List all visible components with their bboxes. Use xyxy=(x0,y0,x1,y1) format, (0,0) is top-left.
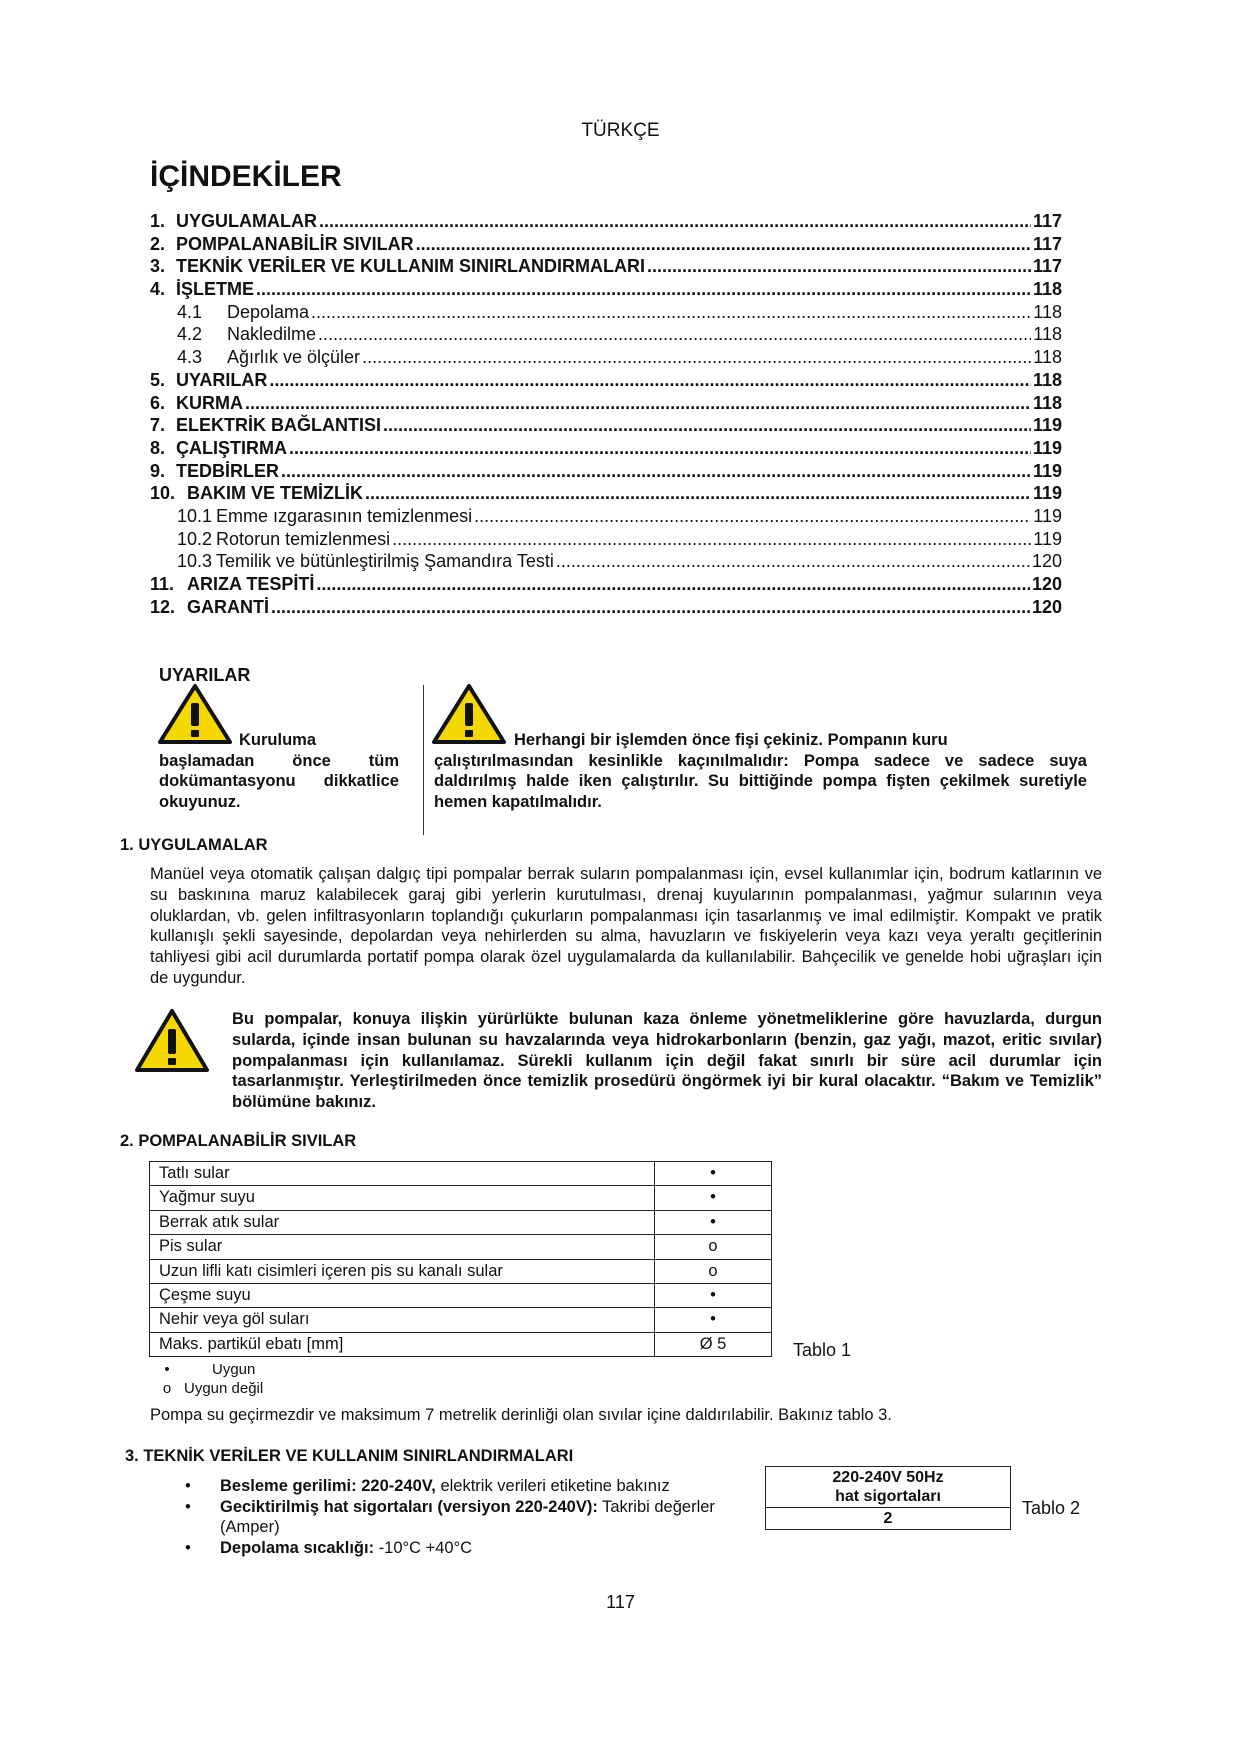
toc-dot-leader xyxy=(271,596,1030,619)
toc-entry-number: 5. xyxy=(150,369,166,390)
toc-entry-number: 6. xyxy=(150,392,166,413)
toc-entry-number: 7. xyxy=(150,415,166,436)
toc-dot-leader xyxy=(365,482,1031,505)
suitability-mark: o xyxy=(655,1259,772,1283)
toc-dot-leader xyxy=(269,369,1031,392)
list-item xyxy=(185,1538,755,1559)
legend-item xyxy=(150,1360,263,1379)
fuse-table-header-line1: 220-240V 50Hz xyxy=(832,1469,944,1486)
list-item xyxy=(185,1476,755,1497)
liquid-name: Pis sular xyxy=(150,1235,655,1259)
toc-entry[interactable] xyxy=(150,392,1062,415)
toc-entry-label: ÇALIŞTIRMA xyxy=(176,437,287,458)
fuse-table-header xyxy=(766,1467,1011,1508)
suitability-mark: • xyxy=(655,1210,772,1234)
toc-entry-page: 119 xyxy=(1033,505,1062,526)
suitability-mark: o xyxy=(655,1235,772,1259)
table-row xyxy=(150,1162,772,1186)
toc-entry-label: UYGULAMALAR xyxy=(176,211,317,231)
toc-entry-label: Rotorun temizlenmesi xyxy=(216,528,391,549)
warning-right-lead: Herhangi bir işlemden önce fişi çekiniz. Pompanın kuru xyxy=(514,731,948,749)
fuse-table-value: 2 xyxy=(766,1508,1011,1530)
toc-entry-page: 119 xyxy=(1032,483,1062,504)
toc-dot-leader xyxy=(245,392,1031,415)
legend-item xyxy=(150,1379,263,1398)
legend-symbol: o xyxy=(162,1380,172,1397)
warnings-divider xyxy=(423,685,424,835)
toc-dot-leader xyxy=(416,233,1031,256)
table-row xyxy=(150,1259,772,1283)
toc-entry-label: KURMA xyxy=(176,392,243,413)
toc-entry[interactable] xyxy=(150,573,1062,596)
toc-entry-label: İŞLETME xyxy=(176,279,255,300)
list-item xyxy=(185,1497,755,1538)
list-item-text: -10°C +40°C xyxy=(374,1538,473,1557)
section3-bullet-list xyxy=(185,1476,755,1558)
toc-entry[interactable] xyxy=(150,323,1062,346)
toc-entry-label: Nakledilme xyxy=(227,324,317,345)
table-row xyxy=(150,1332,772,1356)
warning-triangle-icon xyxy=(134,1008,210,1074)
liquid-name: Tatlı sular xyxy=(150,1162,655,1186)
toc-entry[interactable] xyxy=(150,301,1062,324)
warning-left-text xyxy=(159,730,399,812)
toc-entry-number: 3. xyxy=(150,256,166,277)
toc-entry-label: ARIZA TESPİTİ xyxy=(187,574,315,594)
toc-entry-page: 119 xyxy=(1032,460,1062,481)
toc-entry-number: 2. xyxy=(150,233,166,254)
toc-entry[interactable] xyxy=(150,528,1062,551)
toc-dot-leader xyxy=(289,437,1031,460)
toc-entry-number: 4.3 xyxy=(177,347,203,368)
suitability-mark: Ø 5 xyxy=(655,1332,772,1356)
table-of-contents xyxy=(150,210,1062,618)
suitability-mark: • xyxy=(655,1308,772,1332)
table-row xyxy=(150,1284,772,1308)
toc-entry-number: 11. xyxy=(150,574,175,594)
section2-paragraph: Pompa su geçirmezdir ve maksimum 7 metrelik derinliği olan sıvılar içine daldırılabilir. Bakınız tablo 3. xyxy=(150,1406,892,1424)
toc-entry[interactable] xyxy=(150,550,1062,573)
toc-entry[interactable] xyxy=(150,233,1062,256)
section1-warning-text: Bu pompalar, konuya ilişkin yürürlükte bulunan kaza önleme yönetmeliklerine göre havuzlarda, durgun sularda, içinde insan bulunan su havzalarında veya hidrokarbonların (benzin, gaz yağı, mazot, eritic sıvılar) pompalanması için kullanılamaz. Sürekli kullanım için değil fakat sınırlı bir süre acil durumlar için tasarlanmıştır. Yerleştirilmeden önce temizlik prosedürü öngörmek iyi bir kural olacaktır. “Bakım ve Temizlik” bölümüne bakınız. xyxy=(232,1010,1102,1112)
legend-text: Uygun xyxy=(212,1361,256,1378)
toc-entry-label: ELEKTRİK BAĞLANTISI xyxy=(176,415,381,436)
toc-entry-page: 120 xyxy=(1031,574,1062,594)
toc-entry-number: 9. xyxy=(150,460,166,481)
toc-dot-leader xyxy=(256,278,1031,301)
toc-entry[interactable] xyxy=(150,482,1062,505)
toc-entry-number: 4.2 xyxy=(177,324,203,345)
liquid-name: Yağmur suyu xyxy=(150,1186,655,1210)
toc-entry-label: GARANTİ xyxy=(187,596,269,617)
section2-heading: 2. POMPALANABİLİR SIVILAR xyxy=(120,1132,357,1150)
toc-entry[interactable] xyxy=(150,369,1062,392)
toc-entry-page: 120 xyxy=(1031,596,1062,617)
toc-dot-leader xyxy=(474,505,1031,528)
toc-entry-page: 119 xyxy=(1032,415,1062,436)
toc-dot-leader xyxy=(362,346,1031,369)
toc-entry-page: 117 xyxy=(1032,211,1062,231)
table1-legend xyxy=(150,1360,263,1398)
section1-heading: 1. UYGULAMALAR xyxy=(120,836,268,854)
toc-title: İÇİNDEKİLER xyxy=(150,160,342,193)
toc-entry-number: 8. xyxy=(150,437,166,458)
toc-entry-page: 118 xyxy=(1033,324,1062,345)
toc-entry-label: TEKNİK VERİLER VE KULLANIM SINIRLANDIRMALARI xyxy=(176,256,645,277)
table-row xyxy=(150,1210,772,1234)
list-item-text: Takribi değerler (Amper) xyxy=(220,1497,715,1536)
toc-dot-leader xyxy=(311,301,1031,324)
warning-right-rest: çalıştırılmasından kesinlikle kaçınılmalıdır: Pompa sadece ve sadece suya daldırılmış halde iken çalıştırılır. Su bittiğinde pompa fişten çekilmek suretiyle hemen kapatılmalıdır. xyxy=(434,751,1087,811)
table-row xyxy=(150,1186,772,1210)
toc-entry[interactable] xyxy=(150,255,1062,278)
section1-paragraph: Manüel veya otomatik çalışan dalgıç tipi pompalar berrak suların pompalanması için, evsel kullanımlar için, bodrum katlarının ve su baskınına maruz kalabilecek garaj gibi yerlerin kurutulması, drenaj kuyularının pompalanması, yağmur sularının veya oluklardan, vb. gelen infiltrasyonların toplandığı çukurların pompalanması için tasarlanmış ve imal edilmiştir. Kompakt ve pratik kullanışlı şekli sayesinde, depolardan veya nehirlerden su alma, havuzların ve fıskiyelerin veya kazı veya yeraltı geçitlerinin tahliyesi gibi acil durumlarda portatif pompa olarak özel uygulamalarda da kullanılabilir. Bahçecilik ve genelde hobi uğraşları için de uygundur. xyxy=(150,865,1102,987)
toc-entry[interactable] xyxy=(150,414,1062,437)
toc-entry-number: 1. xyxy=(150,211,166,231)
warning-left-rest: başlamadan önce tüm dokümantasyonu dikkatlice okuyunuz. xyxy=(159,751,399,811)
toc-entry[interactable] xyxy=(150,505,1062,528)
toc-entry[interactable] xyxy=(150,278,1062,301)
liquid-name: Maks. partikül ebatı [mm] xyxy=(150,1332,655,1356)
toc-entry[interactable] xyxy=(150,437,1062,460)
toc-entry-label: Ağırlık ve ölçüler xyxy=(227,347,361,368)
toc-entry-label: BAKIM VE TEMİZLİK xyxy=(187,483,363,504)
toc-entry[interactable] xyxy=(150,460,1062,483)
toc-entry[interactable] xyxy=(150,596,1062,619)
toc-entry-label: Depolama xyxy=(227,301,310,322)
liquid-name: Berrak atık sular xyxy=(150,1210,655,1234)
list-item-bold: Geciktirilmiş hat sigortaları (versiyon 220-240V): xyxy=(220,1497,598,1516)
toc-entry-number: 10. xyxy=(150,483,176,504)
suitability-mark: • xyxy=(655,1162,772,1186)
toc-entry-number: 4. xyxy=(150,279,166,300)
suitability-mark: • xyxy=(655,1284,772,1308)
toc-dot-leader xyxy=(647,255,1031,278)
toc-entry-label: Temilik ve bütünleştirilmiş Şamandıra Testi xyxy=(216,551,554,572)
liquid-name: Çeşme suyu xyxy=(150,1284,655,1308)
section3-heading: 3. TEKNİK VERİLER VE KULLANIM SINIRLANDIRMALARI xyxy=(125,1447,574,1465)
table-row xyxy=(150,1308,772,1332)
fuse-table xyxy=(765,1466,1011,1530)
toc-entry-page: 118 xyxy=(1032,369,1062,390)
toc-dot-leader xyxy=(281,460,1031,483)
toc-entry-number: 10.3 xyxy=(177,551,213,572)
toc-dot-leader xyxy=(556,550,1030,573)
table1-label: Tablo 1 xyxy=(793,1340,852,1360)
toc-dot-leader xyxy=(316,573,1030,596)
toc-dot-leader xyxy=(318,323,1031,346)
toc-entry-number: 10.2 xyxy=(177,528,213,549)
pumpable-liquids-table xyxy=(149,1161,772,1357)
toc-entry-page: 118 xyxy=(1032,279,1062,300)
toc-entry-number: 12. xyxy=(150,596,176,617)
liquid-name: Nehir veya göl suları xyxy=(150,1308,655,1332)
page-number: 117 xyxy=(606,1592,635,1612)
table-row xyxy=(150,1235,772,1259)
suitability-mark: • xyxy=(655,1186,772,1210)
toc-entry-page: 119 xyxy=(1032,437,1062,458)
fuse-table-header-line2: hat sigortaları xyxy=(835,1488,941,1505)
legend-text: Uygun değil xyxy=(184,1380,264,1397)
toc-entry-number: 10.1 xyxy=(177,505,213,526)
language-header: TÜRKÇE xyxy=(581,120,660,141)
toc-dot-leader xyxy=(383,414,1031,437)
toc-entry-label: TEDBİRLER xyxy=(176,460,279,481)
list-item-bold: Besleme gerilimi: 220-240V, xyxy=(220,1477,436,1495)
toc-entry-number: 4.1 xyxy=(177,301,203,322)
legend-symbol: • xyxy=(164,1361,170,1378)
toc-entry-label: POMPALANABİLİR SIVILAR xyxy=(176,233,414,254)
list-item-text: elektrik verileri etiketine bakınız xyxy=(435,1477,670,1495)
toc-entry-label: Emme ızgarasının temizlenmesi xyxy=(216,505,473,526)
table2-label: Tablo 2 xyxy=(1022,1498,1081,1518)
toc-entry-page: 118 xyxy=(1032,392,1062,413)
toc-entry-page: 117 xyxy=(1032,233,1062,254)
toc-entry-page: 117 xyxy=(1032,256,1062,277)
warning-left-lead: Kuruluma xyxy=(239,731,317,749)
toc-entry-page: 120 xyxy=(1031,551,1062,572)
toc-entry-page: 118 xyxy=(1033,301,1062,322)
toc-dot-leader xyxy=(319,210,1031,233)
toc-dot-leader xyxy=(392,528,1031,551)
warnings-title: UYARILAR xyxy=(159,665,251,685)
liquid-name: Uzun lifli katı cisimleri içeren pis su kanalı sular xyxy=(150,1259,655,1283)
warning-right-text xyxy=(434,730,1087,812)
toc-entry[interactable] xyxy=(150,346,1062,369)
toc-entry[interactable] xyxy=(150,210,1062,233)
toc-entry-page: 119 xyxy=(1033,528,1062,549)
list-item-bold: Depolama sıcaklığı: xyxy=(220,1538,375,1557)
toc-entry-page: 118 xyxy=(1033,347,1062,368)
toc-entry-label: UYARILAR xyxy=(176,369,268,390)
